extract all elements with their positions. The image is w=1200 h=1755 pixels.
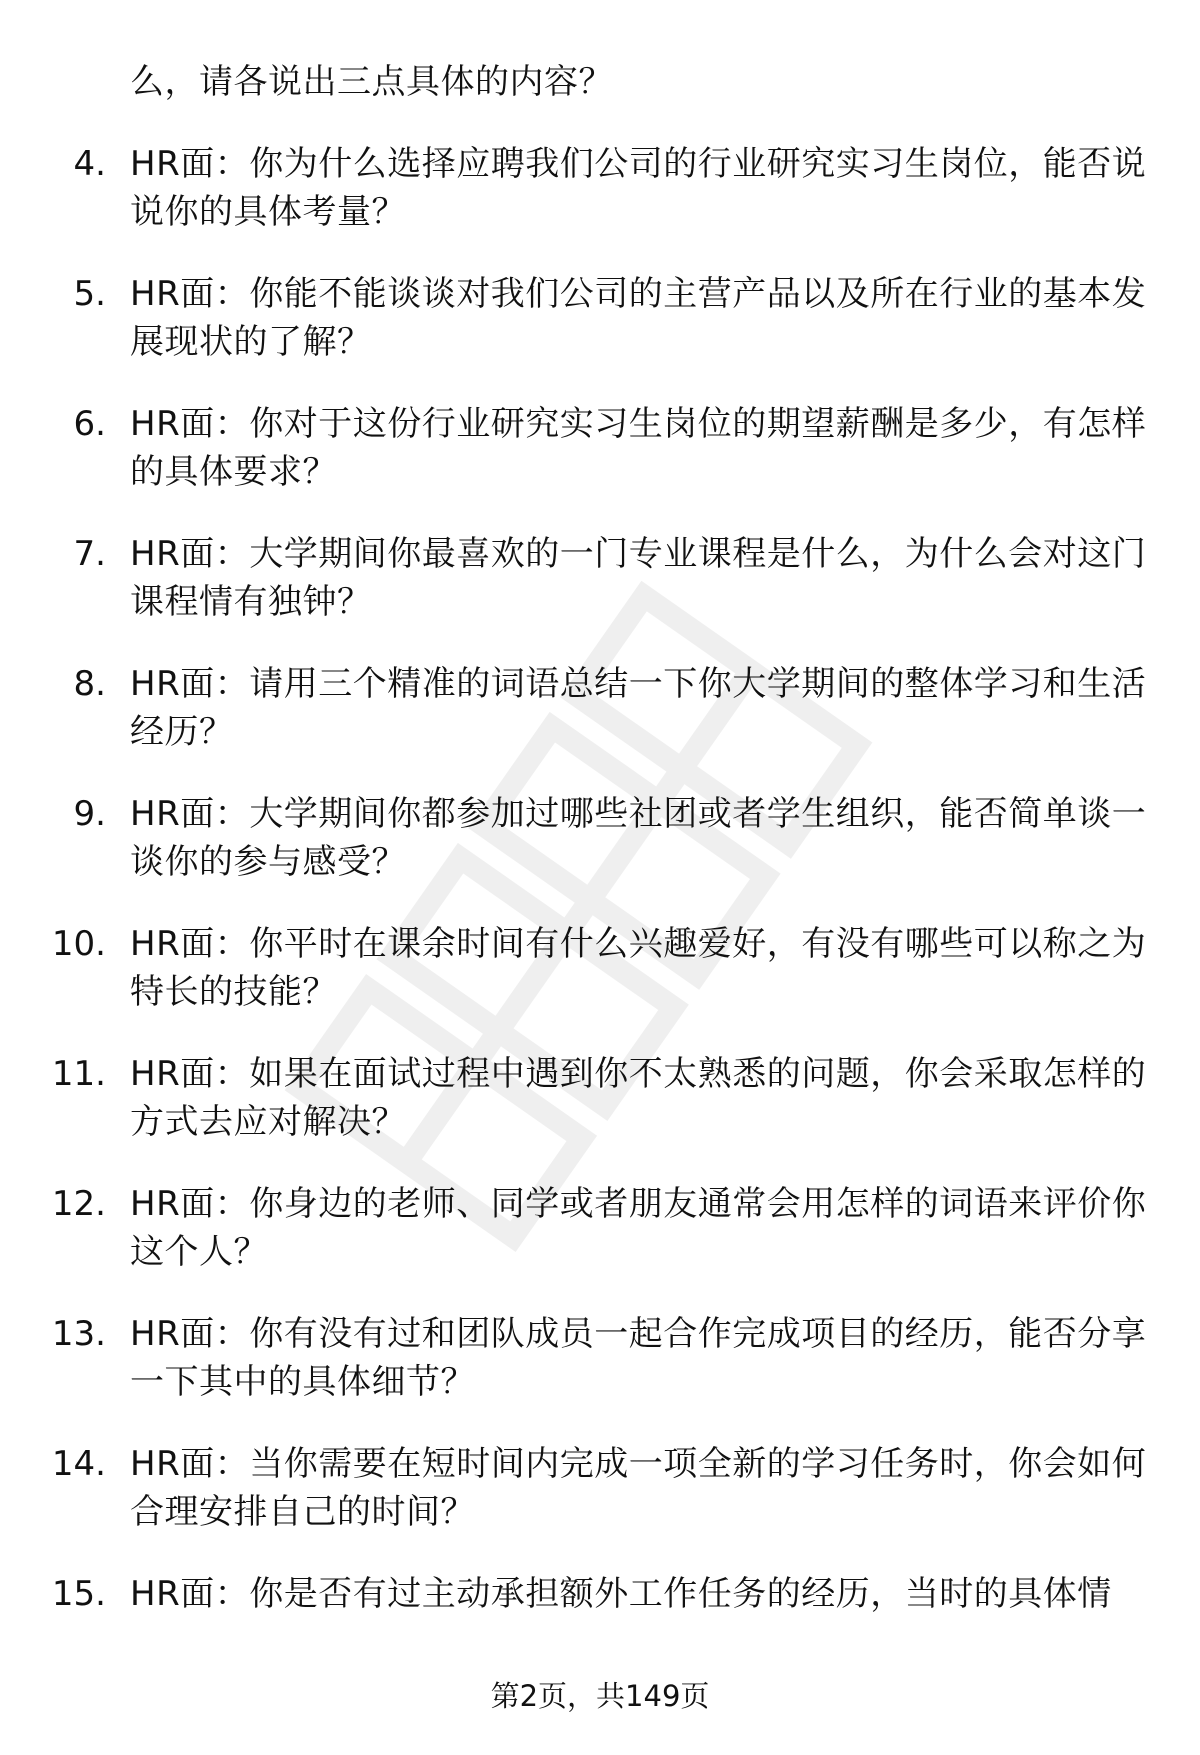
item-number: 9. (73, 794, 106, 834)
item-text: HR面：大学期间你都参加过哪些社团或者学生组织，能否简单谈一谈你的参与感受？ (130, 794, 1147, 882)
list-item (0, 1180, 1200, 1276)
list-item (0, 58, 1200, 106)
item-number: 14. (51, 1444, 106, 1484)
item-text: HR面：你是否有过主动承担额外工作任务的经历，当时的具体情 (130, 1574, 1112, 1614)
item-text: HR面：你对于这份行业研究实习生岗位的期望薪酬是多少，有怎样的具体要求？ (130, 404, 1147, 492)
item-number: 11. (51, 1054, 106, 1094)
item-number: 8. (73, 664, 106, 704)
list-item (0, 140, 1200, 236)
page-number-footer: 第2页，共149页 (490, 1679, 710, 1713)
item-number: 6. (73, 404, 106, 444)
item-text: HR面：如果在面试过程中遇到你不太熟悉的问题，你会采取怎样的方式去应对解决？ (130, 1054, 1147, 1142)
list-item (0, 790, 1200, 886)
item-number: 12. (51, 1184, 106, 1224)
list-item (0, 920, 1200, 1016)
item-text: HR面：请用三个精准的词语总结一下你大学期间的整体学习和生活经历？ (130, 664, 1147, 752)
item-text: HR面：你为什么选择应聘我们公司的行业研究实习生岗位，能否说说你的具体考量？ (130, 144, 1147, 232)
question-list (0, 58, 1200, 1652)
list-item (0, 1570, 1200, 1618)
list-item (0, 660, 1200, 756)
item-text: HR面：你能不能谈谈对我们公司的主营产品以及所在行业的基本发展现状的了解？ (130, 274, 1147, 362)
item-number: 10. (51, 924, 106, 964)
list-item (0, 530, 1200, 626)
item-text: HR面：当你需要在短时间内完成一项全新的学习任务时，你会如何合理安排自己的时间？ (130, 1444, 1147, 1532)
item-number: 15. (51, 1574, 106, 1614)
list-item (0, 1050, 1200, 1146)
list-item (0, 400, 1200, 496)
item-text: HR面：你平时在课余时间有什么兴趣爱好，有没有哪些可以称之为特长的技能？ (130, 924, 1147, 1012)
item-number: 5. (73, 274, 106, 314)
list-item (0, 1440, 1200, 1536)
item-number: 4. (73, 144, 106, 184)
item-text: HR面：你身边的老师、同学或者朋友通常会用怎样的词语来评价你这个人？ (130, 1184, 1147, 1272)
item-text: 么，请各说出三点具体的内容？ (130, 62, 613, 102)
item-text: HR面：大学期间你最喜欢的一门专业课程是什么，为什么会对这门课程情有独钟？ (130, 534, 1147, 622)
item-text: HR面：你有没有过和团队成员一起合作完成项目的经历，能否分享一下其中的具体细节？ (130, 1314, 1147, 1402)
list-item (0, 1310, 1200, 1406)
item-number: 7. (73, 534, 106, 574)
item-number: 13. (51, 1314, 106, 1354)
list-item (0, 270, 1200, 366)
